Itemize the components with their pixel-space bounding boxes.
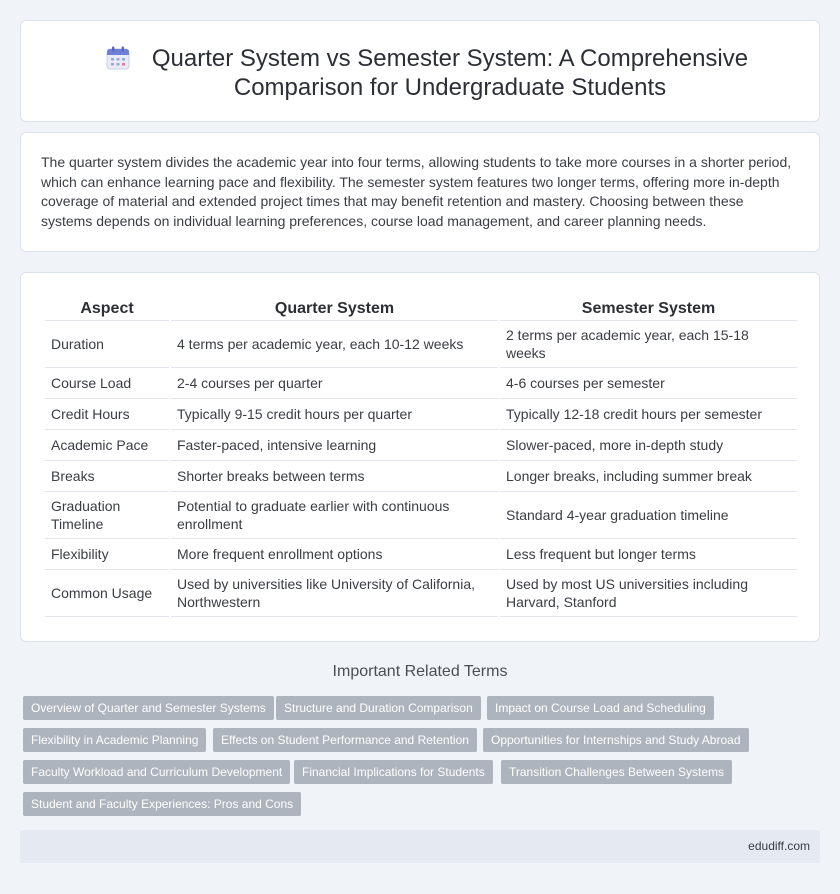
table-cell: Longer breaks, including summer break — [500, 461, 797, 492]
related-term-tag[interactable]: Faculty Workload and Curriculum Development — [23, 760, 290, 784]
related-term-tag[interactable]: Flexibility in Academic Planning — [23, 728, 206, 752]
table-cell: Academic Pace — [45, 430, 169, 461]
table-cell: Standard 4-year graduation timeline — [500, 492, 797, 539]
table-row — [45, 570, 797, 617]
table-cell: 2-4 courses per quarter — [171, 368, 498, 399]
comparison-card — [20, 272, 820, 642]
table-row — [45, 321, 797, 368]
footer-site-link[interactable]: edudiff.com — [748, 839, 810, 853]
related-term-tag[interactable]: Opportunities for Internships and Study Abroad — [483, 728, 749, 752]
page-title — [101, 44, 799, 102]
related-term-tag[interactable]: Impact on Course Load and Scheduling — [487, 696, 714, 720]
table-row — [45, 399, 797, 430]
table-cell: Less frequent but longer terms — [500, 539, 797, 570]
header-quarter: Quarter System — [171, 295, 498, 321]
table-cell: Used by universities like University of California, Northwestern — [171, 570, 498, 617]
table-cell: More frequent enrollment options — [171, 539, 498, 570]
table-cell: Slower-paced, more in-depth study — [500, 430, 797, 461]
related-term-tag[interactable]: Financial Implications for Students — [294, 760, 493, 784]
table-cell: Credit Hours — [45, 399, 169, 430]
table-cell: Typically 9-15 credit hours per quarter — [171, 399, 498, 430]
table-cell: Duration — [45, 321, 169, 368]
table-cell: Course Load — [45, 368, 169, 399]
related-term-tag[interactable]: Overview of Quarter and Semester Systems — [23, 696, 274, 720]
comparison-table — [43, 295, 799, 617]
table-row — [45, 492, 797, 539]
table-cell: Flexibility — [45, 539, 169, 570]
page-title-line-2: Comparison for Undergraduate Students — [233, 74, 667, 101]
table-cell: Potential to graduate earlier with continuous enrollment — [171, 492, 498, 539]
table-row — [45, 461, 797, 492]
table-cell: Graduation Timeline — [45, 492, 169, 539]
table-cell: Shorter breaks between terms — [171, 461, 498, 492]
table-row — [45, 430, 797, 461]
header-aspect: Aspect — [45, 295, 169, 321]
table-cell: Breaks — [45, 461, 169, 492]
table-cell: 4 terms per academic year, each 10-12 weeks — [171, 321, 498, 368]
table-row — [45, 368, 797, 399]
footer — [20, 830, 820, 863]
related-term-tag[interactable]: Student and Faculty Experiences: Pros and Cons — [23, 792, 301, 816]
table-cell: Typically 12-18 credit hours per semester — [500, 399, 797, 430]
related-term-tag[interactable]: Effects on Student Performance and Retention — [213, 728, 477, 752]
table-cell: Used by most US universities including Harvard, Stanford — [500, 570, 797, 617]
intro-card — [20, 132, 820, 252]
table-row — [45, 539, 797, 570]
page-title-line-1: Quarter System vs Semester System: A Comprehensive — [151, 45, 749, 72]
table-cell: Faster-paced, intensive learning — [171, 430, 498, 461]
intro-paragraph: The quarter system divides the academic year into four terms, allowing students to take more courses in a shorter period, which can enhance learning pace and flexibility. The semester system features two longer terms, offering more in-depth coverage of material and extended project times that may benefit retention and mastery. Choosing between these systems depends on individual learning preferences, course load management, and career planning needs. — [41, 154, 792, 229]
related-terms-title: Important Related Terms — [332, 663, 508, 680]
table-cell: 2 terms per academic year, each 15-18 weeks — [500, 321, 797, 368]
header-semester: Semester System — [500, 295, 797, 321]
related-term-tag[interactable]: Structure and Duration Comparison — [276, 696, 481, 720]
table-header-row — [45, 295, 797, 321]
table-cell: 4-6 courses per semester — [500, 368, 797, 399]
title-card — [20, 20, 820, 122]
related-term-tag[interactable]: Transition Challenges Between Systems — [501, 760, 732, 784]
table-cell: Common Usage — [45, 570, 169, 617]
